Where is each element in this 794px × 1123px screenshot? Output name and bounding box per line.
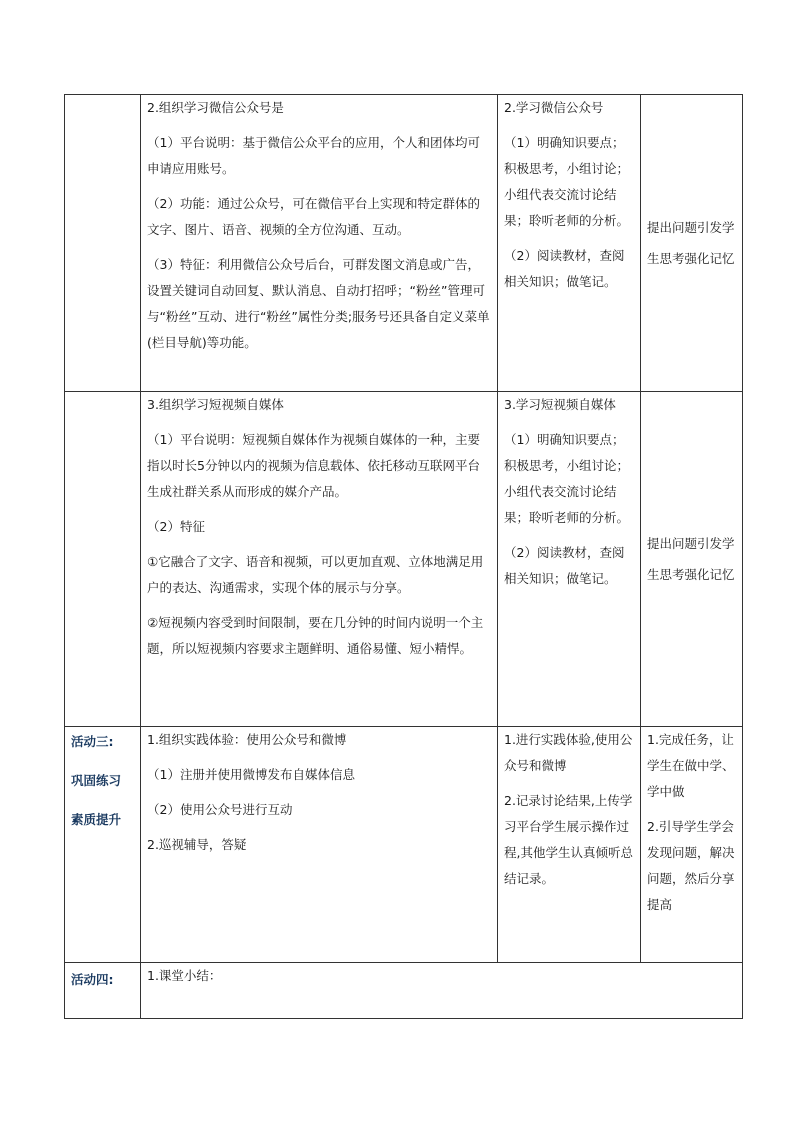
student-paragraph: （1）明确知识要点；积极思考，小组讨论；小组代表交流讨论结果；聆听老师的分析。: [504, 135, 630, 228]
student-paragraph: 2.记录讨论结果,上传学习平台学生展示操作过程,其他学生认真倾听总结记录。: [504, 793, 633, 886]
content-paragraph: （1）注册并使用微博发布自媒体信息: [147, 767, 355, 782]
activity-label: 活动四:: [71, 972, 114, 987]
table-row: [65, 392, 743, 727]
table-row: [65, 727, 743, 963]
content-heading: 3.组织学习短视频自媒体: [147, 397, 284, 412]
student-paragraph: （2）阅读教材，查阅相关知识；做笔记。: [504, 248, 625, 289]
content-cell: [141, 727, 498, 963]
student-activity-cell: [498, 95, 641, 392]
student-activity-cell: [498, 392, 641, 727]
content-paragraph: ②短视频内容受到时间限制，要在几分钟的时间内说明一个主题，所以短视频内容要求主题鲜明、通俗易懂、短小精悍。: [147, 615, 484, 656]
activity-cell: [65, 963, 141, 1019]
student-heading: 3.学习短视频自媒体: [504, 397, 616, 412]
activity-label: 素质提升: [71, 812, 122, 827]
content-cell: [141, 95, 498, 392]
design-intent-text: 提出问题引发学生思考强化记忆: [647, 536, 735, 582]
design-intent-cell: [641, 95, 743, 392]
content-paragraph: （2）特征: [147, 519, 205, 534]
design-intent-cell: [641, 392, 743, 727]
content-heading: 2.组织学习微信公众号是: [147, 100, 284, 115]
table-row: [65, 95, 743, 392]
activity-cell: [65, 727, 141, 963]
activity-cell: [65, 95, 141, 392]
lesson-plan-table: [64, 94, 743, 1019]
design-intent-text: 提出问题引发学生思考强化记忆: [647, 220, 735, 266]
content-paragraph: 2.巡视辅导，答疑: [147, 837, 247, 852]
student-paragraph: （2）阅读教材，查阅相关知识；做笔记。: [504, 545, 625, 586]
content-paragraph: （2）功能：通过公众号，可在微信平台上实现和特定群体的文字、图片、语音、视频的全方位沟通、互动。: [147, 196, 480, 237]
content-paragraph: （2）使用公众号进行互动: [147, 802, 293, 817]
design-intent-cell: [641, 727, 743, 963]
student-paragraph: 1.进行实践体验,使用公众号和微博: [504, 732, 633, 773]
student-paragraph: （1）明确知识要点；积极思考，小组讨论；小组代表交流讨论结果；聆听老师的分析。: [504, 432, 630, 525]
content-paragraph: （1）平台说明：基于微信公众平台的应用，个人和团体均可申请应用账号。: [147, 135, 480, 176]
content-paragraph: （1）平台说明：短视频自媒体作为视频自媒体的一种，主要指以时长5分钟以内的视频为信息载体、依托移动互联网平台生成社群关系从而形成的媒介产品。: [147, 432, 480, 499]
design-intent-text: 1.完成任务，让学生在做中学、学中做: [647, 732, 735, 799]
design-intent-text: 2.引导学生学会发现问题，解决问题，然后分享提高: [647, 819, 735, 912]
content-cell: [141, 392, 498, 727]
content-paragraph: ①它融合了文字、语音和视频，可以更加直观、立体地满足用户的表达、沟通需求，实现个体的展示与分享。: [147, 554, 484, 595]
activity-label: 巩固练习: [71, 773, 122, 788]
student-heading: 2.学习微信公众号: [504, 100, 604, 115]
table-row: [65, 963, 743, 1019]
summary-cell: [141, 963, 743, 1019]
content-heading: 1.组织实践体验：使用公众号和微博: [147, 732, 347, 747]
student-activity-cell: [498, 727, 641, 963]
summary-heading: 1.课堂小结：: [147, 968, 222, 983]
activity-cell: [65, 392, 141, 727]
activity-label: 活动三:: [71, 734, 114, 749]
content-paragraph: （3）特征：利用微信公众号后台，可群发图文消息或广告，设置关键词自动回复、默认消息、自动打招呼；“粉丝”管理可与“粉丝”互动、进行“粉丝”属性分类;服务号还具备自定义菜单(栏目导航)等功能。: [147, 257, 490, 350]
